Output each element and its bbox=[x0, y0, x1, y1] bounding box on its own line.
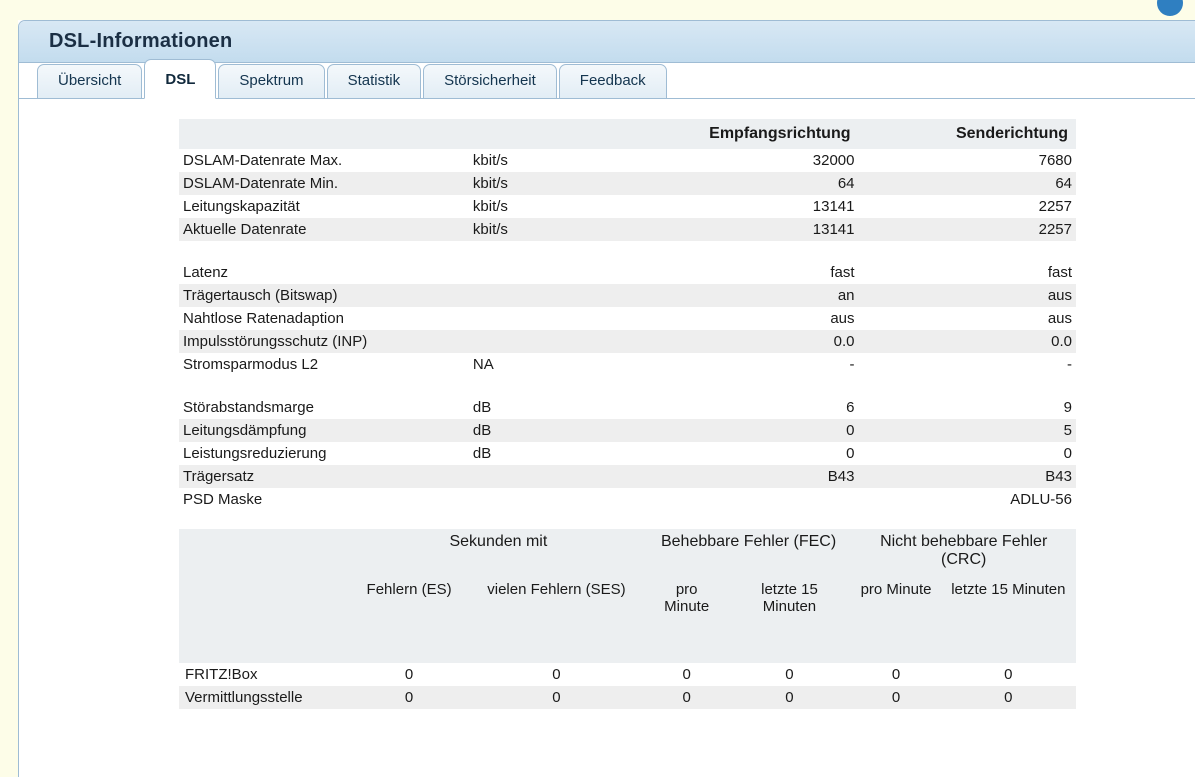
row-value-rx: 0.0 bbox=[639, 330, 858, 353]
row-label: Stromsparmodus L2 bbox=[179, 353, 469, 376]
row-value-rx: - bbox=[639, 353, 858, 376]
row-value-tx: fast bbox=[859, 261, 1077, 284]
header-senderichtung: Senderichtung bbox=[859, 119, 1077, 149]
row-unit: kbit/s bbox=[469, 149, 639, 172]
dsl-table-head bbox=[179, 119, 1076, 149]
page-top-strip bbox=[0, 0, 1195, 20]
row-unit bbox=[469, 488, 639, 511]
status-dot-icon bbox=[1157, 0, 1183, 16]
row-unit: kbit/s bbox=[469, 195, 639, 218]
row-value-rx: B43 bbox=[639, 465, 858, 488]
table-row bbox=[179, 330, 1076, 353]
page-title: DSL-Informationen bbox=[49, 30, 233, 52]
tab-spektrum[interactable]: Spektrum bbox=[218, 64, 324, 99]
row-unit: kbit/s bbox=[469, 218, 639, 241]
row-value-tx: 2257 bbox=[859, 195, 1077, 218]
row-value-tx: 64 bbox=[859, 172, 1077, 195]
table-row bbox=[179, 172, 1076, 195]
row-value-rx bbox=[639, 488, 858, 511]
panel-content bbox=[19, 99, 1195, 709]
table-row bbox=[179, 195, 1076, 218]
row-unit bbox=[469, 307, 639, 330]
dsl-table-body bbox=[179, 149, 1076, 511]
table-row bbox=[179, 465, 1076, 488]
row-label: Aktuelle Datenrate bbox=[179, 218, 469, 241]
row-value-tx: 5 bbox=[859, 419, 1077, 442]
row-unit bbox=[469, 284, 639, 307]
row-value-rx: 0 bbox=[639, 419, 858, 442]
table-row bbox=[179, 419, 1076, 442]
tab-st-rsicherheit[interactable]: Störsicherheit bbox=[423, 64, 557, 99]
row-unit bbox=[469, 261, 639, 284]
row-value-tx: 9 bbox=[859, 396, 1077, 419]
row-value-rx: 0 bbox=[639, 442, 858, 465]
table-row bbox=[179, 149, 1076, 172]
tab-statistik[interactable]: Statistik bbox=[327, 64, 422, 99]
error-table-row bbox=[179, 686, 1076, 709]
table-spacer-row bbox=[179, 376, 1076, 396]
row-unit bbox=[469, 465, 639, 488]
error-row-value: 0 bbox=[728, 686, 852, 709]
row-value-rx: aus bbox=[639, 307, 858, 330]
row-value-rx: 32000 bbox=[639, 149, 858, 172]
row-value-rx: an bbox=[639, 284, 858, 307]
row-unit: dB bbox=[469, 442, 639, 465]
error-sub-header: letzte 15 Minuten bbox=[941, 573, 1076, 663]
row-label: Impulsstörungsschutz (INP) bbox=[179, 330, 469, 353]
spacer-cell bbox=[179, 241, 1076, 261]
table-row bbox=[179, 284, 1076, 307]
error-row-label: Vermittlungsstelle bbox=[179, 686, 351, 709]
header-blank-label bbox=[179, 119, 469, 149]
error-counters-table bbox=[179, 529, 1076, 709]
row-value-tx: 0.0 bbox=[859, 330, 1077, 353]
row-label: Nahtlose Ratenadaption bbox=[179, 307, 469, 330]
row-label: PSD Maske bbox=[179, 488, 469, 511]
row-label: Latenz bbox=[179, 261, 469, 284]
error-row-value: 0 bbox=[646, 663, 728, 686]
error-row-value: 0 bbox=[728, 663, 852, 686]
row-value-rx: 6 bbox=[639, 396, 858, 419]
error-table-row bbox=[179, 663, 1076, 686]
error-row-value: 0 bbox=[351, 686, 467, 709]
error-header-fec: Behebbare Fehler (FEC) bbox=[646, 529, 852, 573]
error-row-value: 0 bbox=[941, 663, 1076, 686]
error-sub-header: letzte 15 Minuten bbox=[728, 573, 852, 663]
row-value-tx: 2257 bbox=[859, 218, 1077, 241]
row-unit: dB bbox=[469, 419, 639, 442]
row-label: Leistungsreduzierung bbox=[179, 442, 469, 465]
row-value-tx: B43 bbox=[859, 465, 1077, 488]
row-value-tx: 0 bbox=[859, 442, 1077, 465]
row-value-rx: 13141 bbox=[639, 218, 858, 241]
row-value-tx: - bbox=[859, 353, 1077, 376]
tab--bersicht[interactable]: Übersicht bbox=[37, 64, 142, 99]
error-row-value: 0 bbox=[941, 686, 1076, 709]
header-blank-unit bbox=[469, 119, 639, 149]
table-row bbox=[179, 307, 1076, 330]
row-label: Trägertausch (Bitswap) bbox=[179, 284, 469, 307]
tab-feedback[interactable]: Feedback bbox=[559, 64, 667, 99]
tab-dsl[interactable]: DSL bbox=[144, 59, 216, 99]
row-label: DSLAM-Datenrate Max. bbox=[179, 149, 469, 172]
error-sub-header: pro Minute bbox=[646, 573, 728, 663]
error-header-sekunden-mit: Sekunden mit bbox=[351, 529, 646, 573]
table-row bbox=[179, 261, 1076, 284]
error-row-value: 0 bbox=[467, 686, 646, 709]
row-value-tx: aus bbox=[859, 284, 1077, 307]
spacer-cell bbox=[179, 376, 1076, 396]
tabs bbox=[37, 59, 667, 99]
page-background-stripe bbox=[0, 0, 18, 777]
row-unit: dB bbox=[469, 396, 639, 419]
error-header-crc: Nicht behebbare Fehler (CRC) bbox=[851, 529, 1076, 573]
error-row-value: 0 bbox=[467, 663, 646, 686]
row-unit: kbit/s bbox=[469, 172, 639, 195]
dsl-parameters-table bbox=[179, 119, 1076, 511]
row-value-rx: 64 bbox=[639, 172, 858, 195]
row-value-rx: 13141 bbox=[639, 195, 858, 218]
error-row-value: 0 bbox=[646, 686, 728, 709]
row-label: Leitungskapazität bbox=[179, 195, 469, 218]
table-row bbox=[179, 218, 1076, 241]
row-unit bbox=[469, 330, 639, 353]
row-value-tx: aus bbox=[859, 307, 1077, 330]
row-label: Störabstandsmarge bbox=[179, 396, 469, 419]
error-group-header-row bbox=[179, 529, 1076, 573]
error-row-value: 0 bbox=[851, 686, 940, 709]
error-sub-header: Fehlern (ES) bbox=[351, 573, 467, 663]
error-sub-header: pro Minute bbox=[851, 573, 940, 663]
row-value-tx: 7680 bbox=[859, 149, 1077, 172]
error-header-corner bbox=[179, 529, 351, 663]
row-label: DSLAM-Datenrate Min. bbox=[179, 172, 469, 195]
row-label: Trägersatz bbox=[179, 465, 469, 488]
header-empfangsrichtung: Empfangsrichtung bbox=[639, 119, 858, 149]
row-unit: NA bbox=[469, 353, 639, 376]
row-value-tx: ADLU-56 bbox=[859, 488, 1077, 511]
error-table-head bbox=[179, 529, 1076, 663]
row-label: Leitungsdämpfung bbox=[179, 419, 469, 442]
table-row bbox=[179, 488, 1076, 511]
table-row bbox=[179, 396, 1076, 419]
table-row bbox=[179, 442, 1076, 465]
error-row-label: FRITZ!Box bbox=[179, 663, 351, 686]
error-row-value: 0 bbox=[851, 663, 940, 686]
error-table-body bbox=[179, 663, 1076, 709]
error-sub-header: vielen Fehlern (SES) bbox=[467, 573, 646, 663]
table-row bbox=[179, 353, 1076, 376]
panel-header bbox=[19, 21, 1195, 63]
dsl-info-panel bbox=[18, 20, 1195, 777]
row-value-rx: fast bbox=[639, 261, 858, 284]
table-spacer-row bbox=[179, 241, 1076, 261]
error-row-value: 0 bbox=[351, 663, 467, 686]
table-header-row bbox=[179, 119, 1076, 149]
tab-bar bbox=[19, 63, 1195, 99]
